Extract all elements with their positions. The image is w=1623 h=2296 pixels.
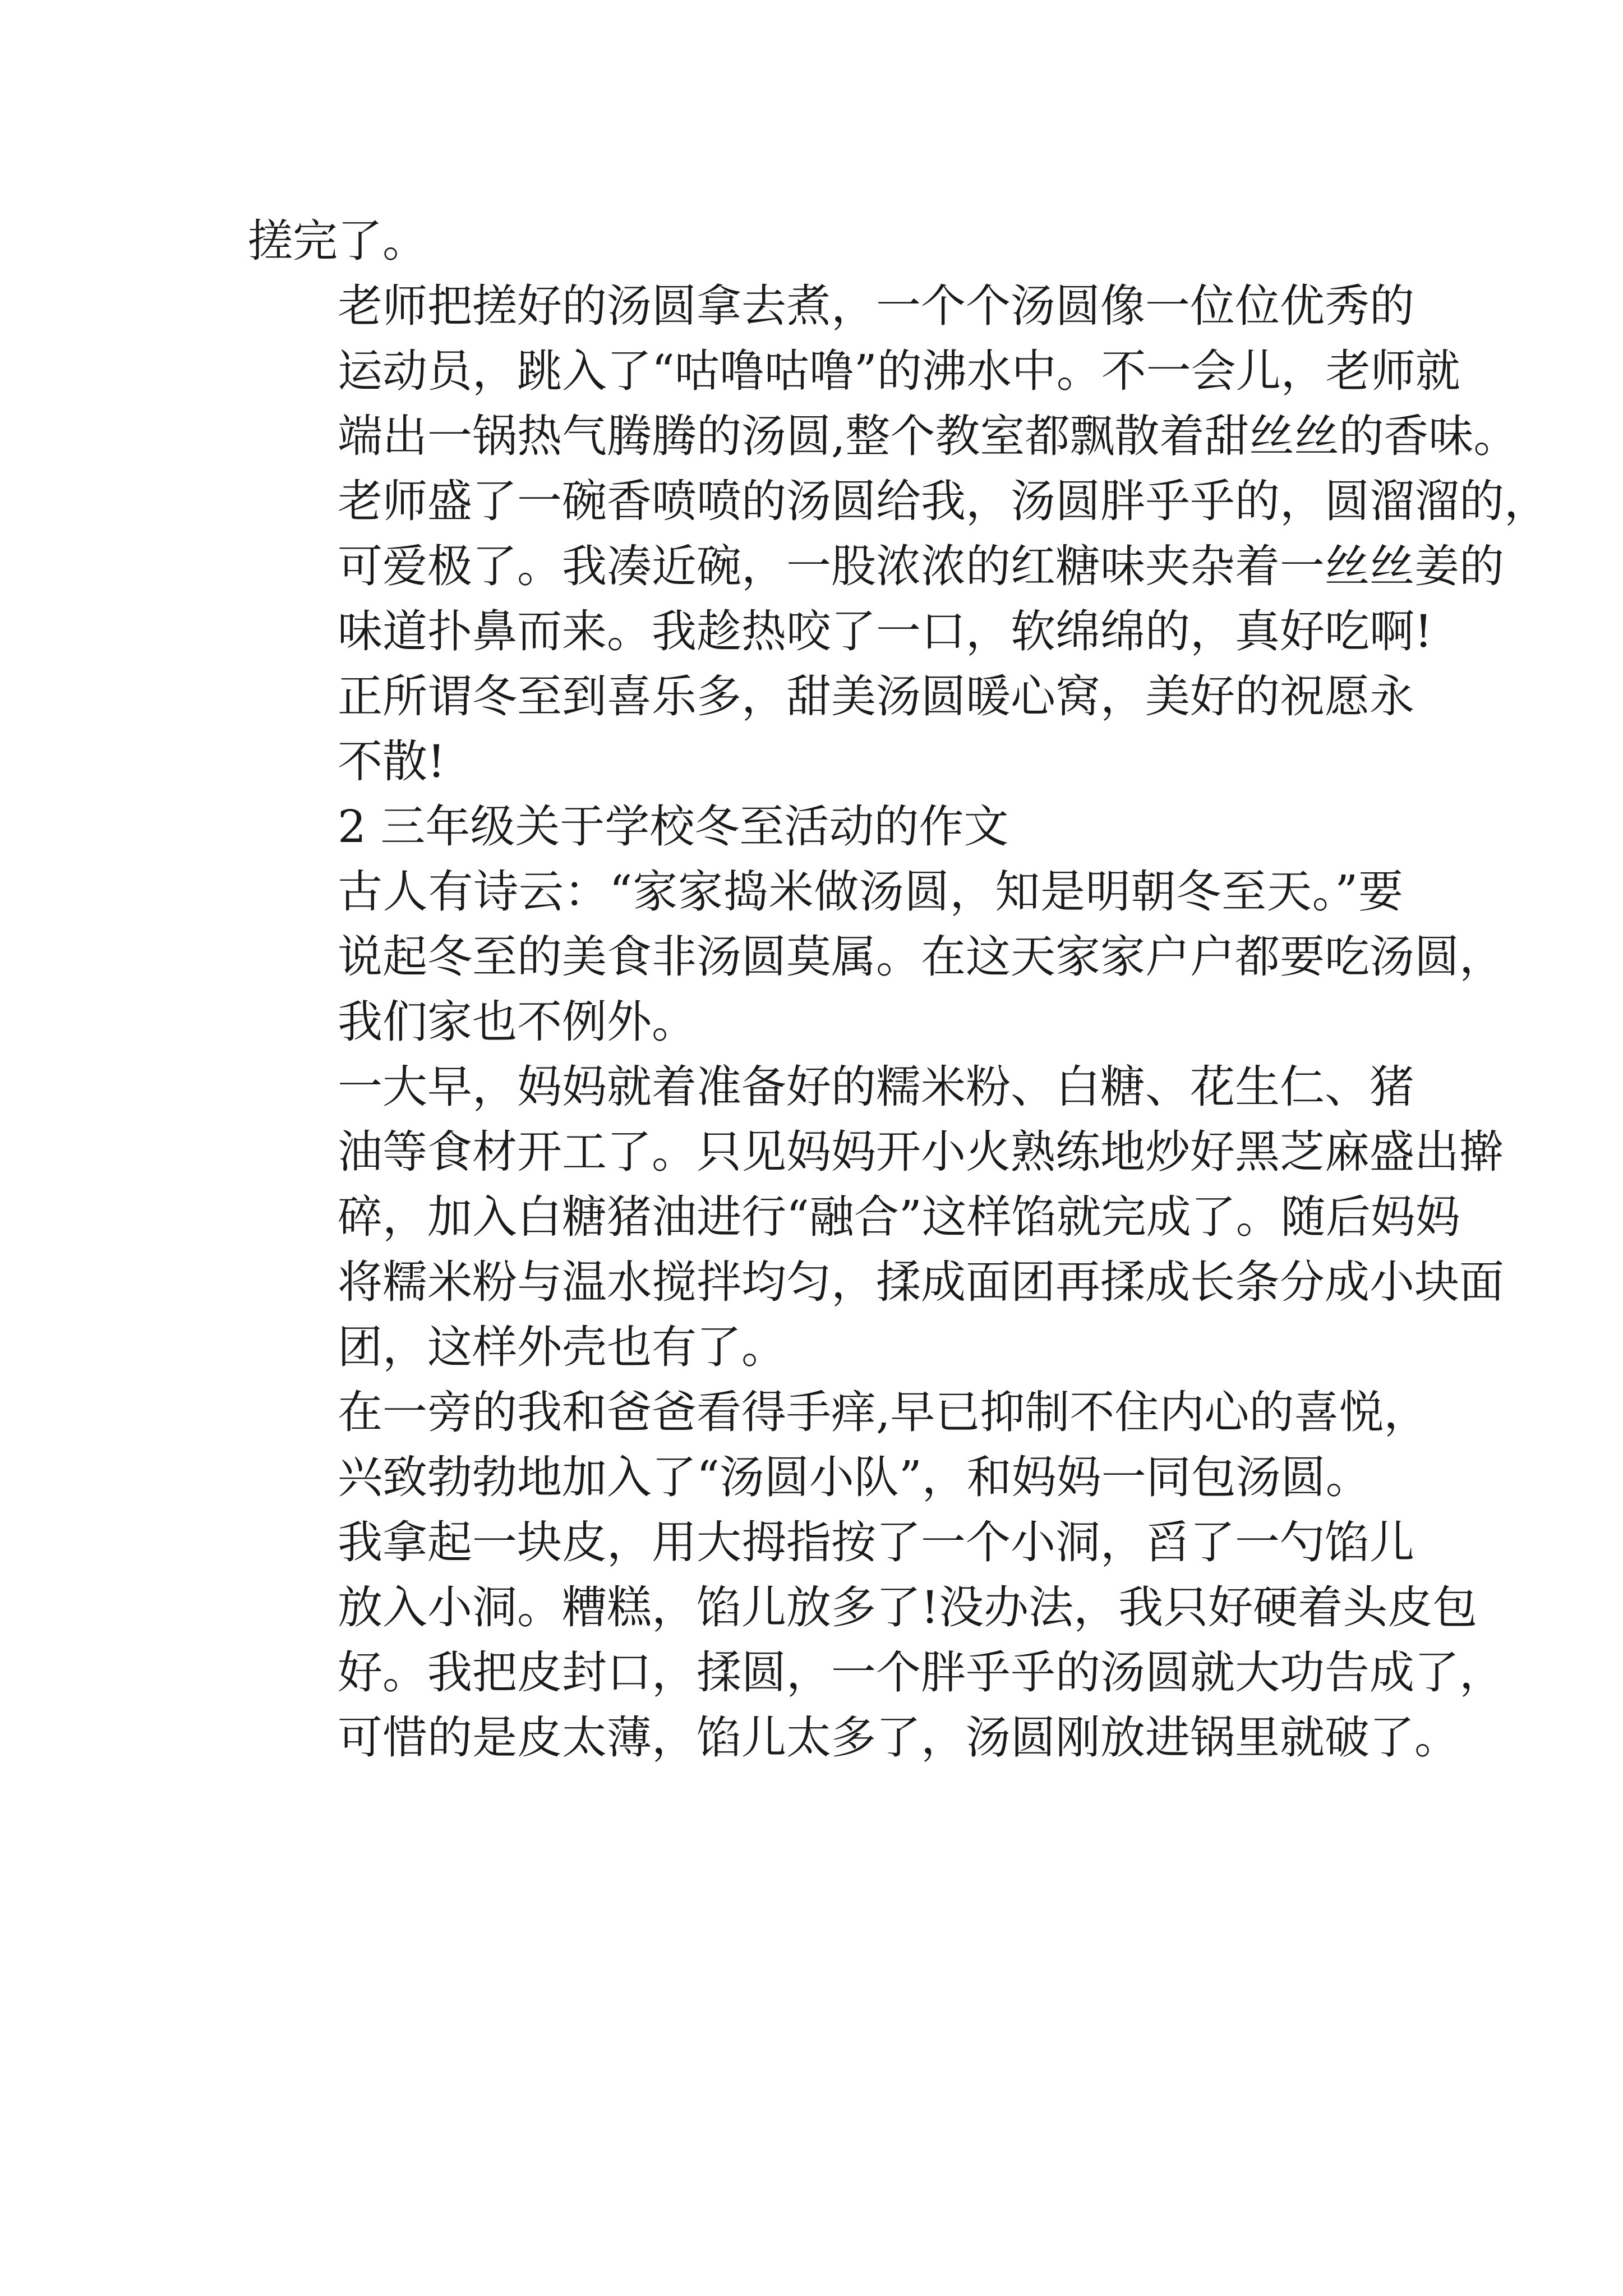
document-body [248, 209, 1549, 1770]
text-line: 团，这样外壳也有了。 [338, 1321, 786, 1373]
text-line: 一大早，妈妈就着准备好的糯米粉、白糖、花生仁、猪 [338, 1061, 1414, 1113]
text-line: 不散! [338, 735, 446, 788]
text-line: 说起冬至的美食非汤圆莫属。在这天家家户户都要吃汤圆， [338, 931, 1504, 983]
text-line: 我们家也不例外。 [338, 996, 697, 1048]
text-line: 运动员，跳入了“咕噜咕噜”的沸水中。不一会儿，老师就 [338, 345, 1460, 397]
text-line: 可爱极了。我凑近碗，一股浓浓的红糖味夹杂着一丝丝姜的 [338, 540, 1504, 592]
paragraph-2 [248, 274, 1549, 664]
text-line: 搓完了。 [248, 215, 427, 267]
paragraph-3 [248, 664, 1414, 794]
heading-text: 2 三年级关于学校冬至活动的作文 [338, 800, 1009, 853]
paragraph-8 [248, 1510, 1504, 1770]
text-line: 碎，加入白糖猪油进行“融合”这样馅就完成了。随后妈妈 [338, 1191, 1460, 1243]
paragraph-1 [248, 209, 1403, 274]
text-line: 油等食材开工了。只见妈妈开小火熟练地炒好黑芝麻盛出擀 [338, 1126, 1504, 1178]
text-line: 我拿起一块皮，用大拇指按了一个小洞，舀了一勺馅儿 [338, 1516, 1414, 1568]
text-line: 老师盛了一碗香喷喷的汤圆给我，汤圆胖乎乎的，圆溜溜的， [338, 475, 1549, 527]
text-line: 好。我把皮封口，揉圆，一个胖乎乎的汤圆就大功告成了， [338, 1646, 1504, 1699]
text-line: 兴致勃勃地加入了“汤圆小队”，和妈妈一同包汤圆。 [338, 1451, 1371, 1503]
section-heading [248, 794, 1403, 859]
text-line: 老师把搓好的汤圆拿去煮，一个个汤圆像一位位优秀的 [338, 280, 1414, 332]
text-line: 古人有诗云：“家家捣米做汤圆，知是明朝冬至天。”要 [338, 866, 1403, 918]
text-line: 端出一锅热气腾腾的汤圆,整个教室都飘散着甜丝丝的香味。 [338, 410, 1519, 462]
paragraph-6 [248, 1055, 1504, 1380]
text-line: 正所谓冬至到喜乐多，甜美汤圆暖心窝，美好的祝愿永 [338, 670, 1414, 723]
text-line: 放入小洞。糟糕，馅儿放多了!没办法，我只好硬着头皮包 [338, 1581, 1478, 1634]
text-line: 将糯米粉与温水搅拌均匀，揉成面团再揉成长条分成小块面 [338, 1256, 1504, 1308]
paragraph-7 [248, 1380, 1429, 1510]
text-line: 味道扑鼻而来。我趁热咬了一口，软绵绵的，真好吃啊! [338, 605, 1433, 657]
paragraph-5 [248, 859, 1504, 1055]
text-line: 可惜的是皮太薄，馅儿太多了，汤圆刚放进锅里就破了。 [338, 1711, 1459, 1764]
text-line: 在一旁的我和爸爸看得手痒,早已抑制不住内心的喜悦， [338, 1386, 1429, 1438]
